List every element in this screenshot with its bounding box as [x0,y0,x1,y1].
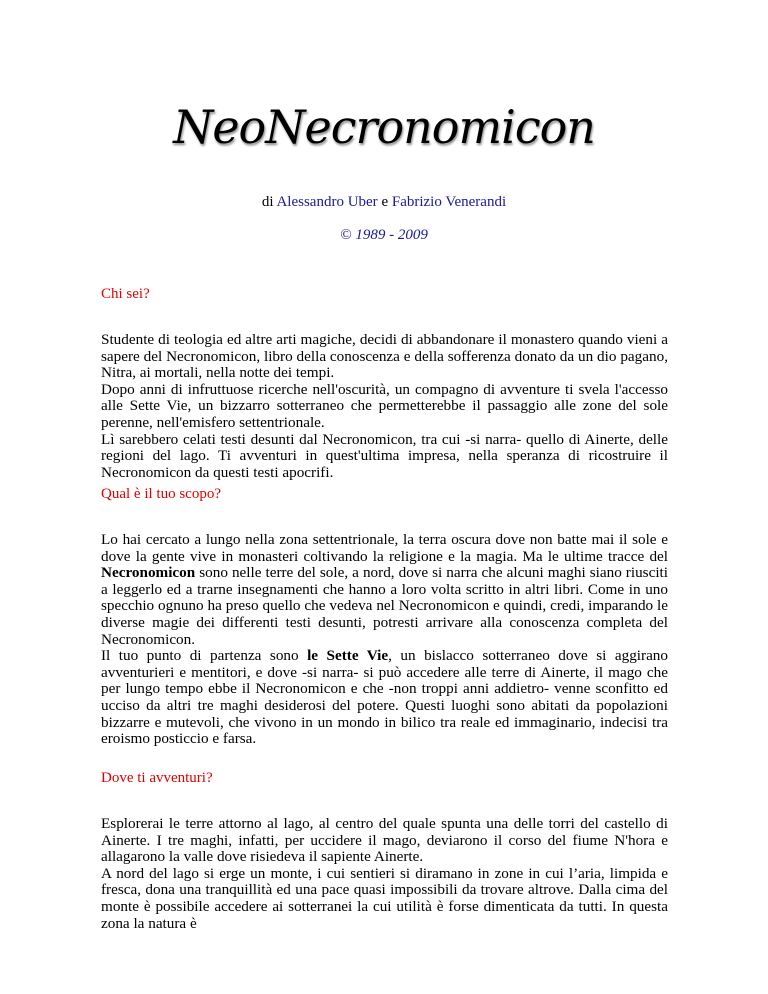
section-body [101,816,668,932]
text: , un bislacco sotterraneo dove si aggirano avventurieri e mentitori, e dove -si narra- si può accedere alle terre di Ainerte, il mago che per lungo tempo ebbe il Necronomicon e che -non troppi anni addietro- venne sconfitto ed ucciso da altri tre maghi desiderosi del potere. Questi luoghi sono abitati da popolazioni bizzarre e mutevoli, che vivono in un mondo in bilico tra reale ed immaginario, indecisi tra eroismo posticcio e farsa. [101,647,668,748]
paragraph: Esplorerai le terre attorno al lago, al centro del quale spunta una delle torri del castello di Ainerte. I tre maghi, infatti, per uccidere il mago, deviarono il corso del fiume N'hora e allagarono la valle dove risiedeva il sapiente Ainerte. [101,815,668,866]
byline [0,194,768,211]
section-heading: Qual è il tuo scopo? [101,486,221,502]
text: Lo hai cercato a lungo nella zona settentrionale, la terra oscura dove non batte mai il sole e dove la gente vive in monasteri coltivando la religione e la magia. Ma le ultime tracce del [101,531,668,565]
paragraph [101,532,668,648]
byline-e: e [381,194,389,210]
paragraph: Studente di teologia ed altre arti magiche, decidi di abbandonare il monastero quando vieni a sapere del Necronomicon, libro della conoscenza e della sofferenza donato da un dio pagano, Nitra, ai mortali, nella notte dei tempi. [101,331,668,382]
copyright: © 1989 - 2009 [340,227,428,243]
text: sono nelle terre del sole, a nord, dove si narra che alcuni maghi siano riusciti a leggerlo ed a trarne insegnamenti che hanno a loro volta scritto in altri libri. Come in uno specchio ognuno ha preso quello che vedeva nel Necronomicon e quindi, credi, imparando le diverse magie dei differenti testi desunti, potresti arrivare alla conoscenza completa del Necronomicon. [101,564,668,648]
paragraph: Dopo anni di infruttuose ricerche nell'oscurità, un compagno di avventure ti svela l'accesso alle Sette Vie, un bizzarro sotterraneo che permetterebbe il passaggio alle zone del sole perenne, nell'emisfero settentrionale. [101,380,668,431]
bold-text: le Sette Vie [307,647,389,665]
section-heading: Chi sei? [101,286,150,302]
text: Il tuo punto di partenza sono [101,647,308,665]
paragraph [101,648,668,748]
section-body [101,332,668,481]
paragraph: Lì sarebbero celati testi desunti dal Necronomicon, tra cui -si narra- quello di Ainerte, delle regioni del lago. Ti avventuri in quest'ultima impresa, nella speranza di ricostruire il Necronomicon da questi testi apocrifi. [101,430,668,481]
byline-di: di [261,194,274,210]
author-link-venerandi[interactable]: Fabrizio Venerandi [391,194,507,210]
paragraph: A nord del lago si erge un monte, i cui sentieri si diramano in zone in cui l’aria, limpida e fresca, dona una tranquillità ed una pace quasi impossibili da trovare altrove. Dalla cima del monte è possibile accedere ai sotterranei la cui utilità è forse dimenticata da tutti. In questa zona la natura è [101,864,668,932]
section-body [101,532,668,748]
document-title: NeoNecronomicon [173,100,595,154]
bold-text: Necronomicon [101,564,196,582]
section-heading: Dove ti avventuri? [101,770,213,786]
author-link-uber[interactable]: Alessandro Uber [276,194,378,210]
